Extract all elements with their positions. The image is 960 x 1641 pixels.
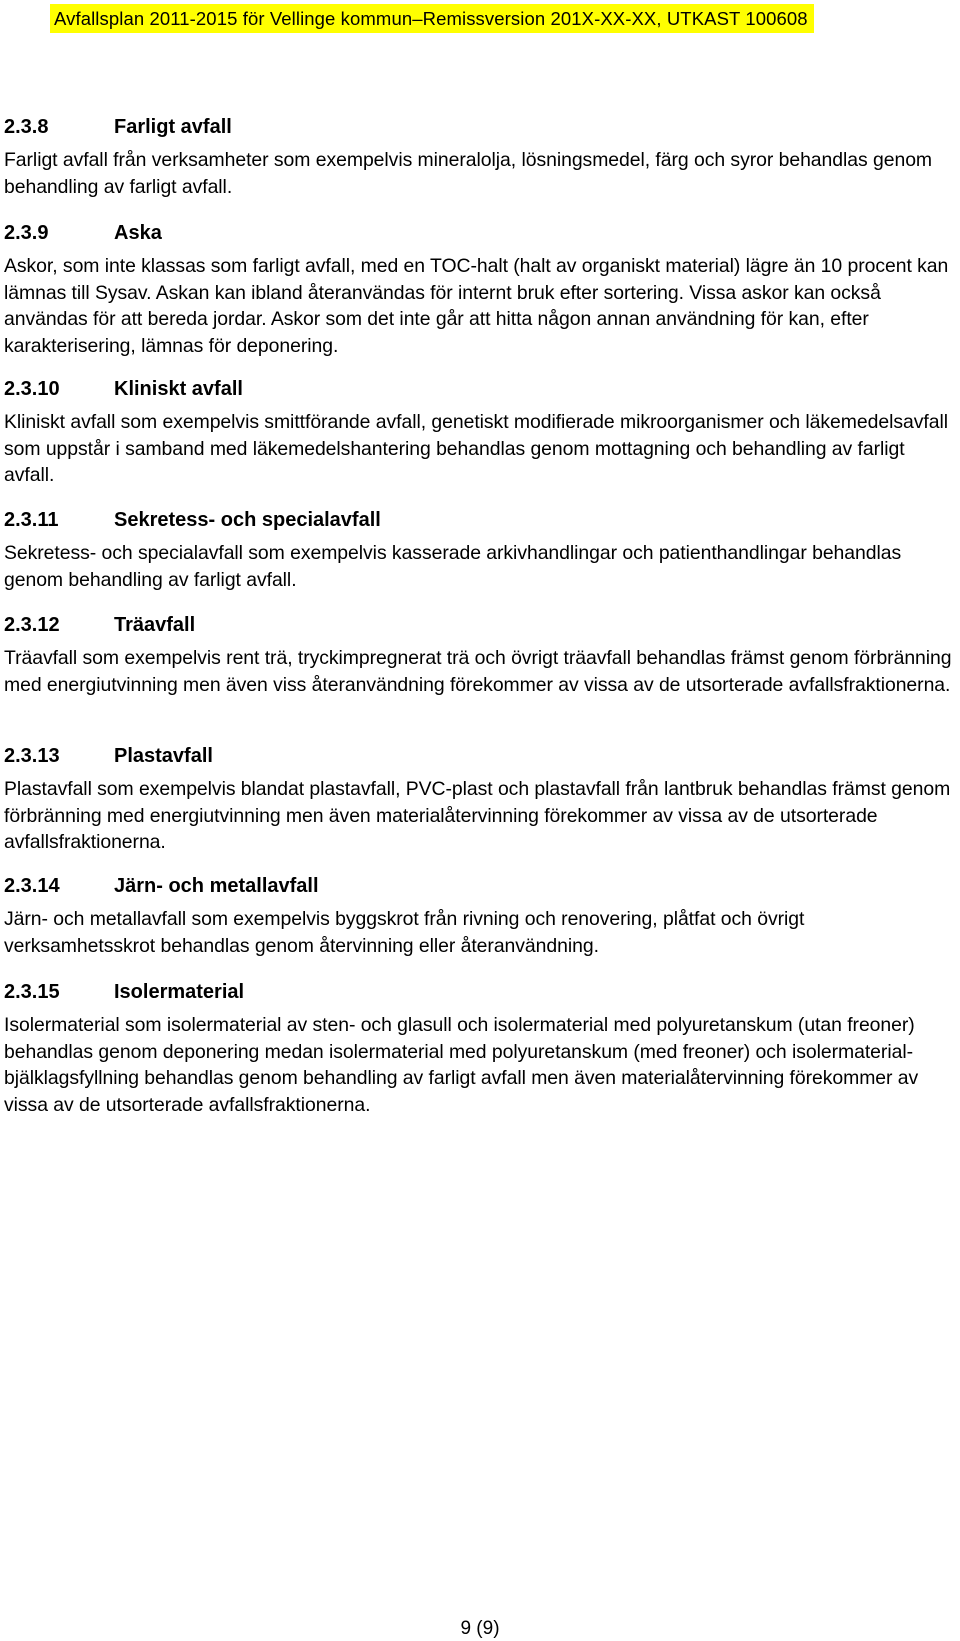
section-heading xyxy=(4,115,954,139)
section-number: 2.3.11 xyxy=(4,509,59,531)
section-body: Träavfall som exempelvis rent trä, tryckimpregnerat trä och övrigt träavfall behandlas främst genom förbränning med energiutvinning men även viss återanvändning förekommer av vissa av de utsorterade avfallsfraktionerna. xyxy=(4,647,952,696)
section-heading xyxy=(4,508,954,532)
section-body: Plastavfall som exempelvis blandat plastavfall, PVC-plast och plastavfall från lantbruk behandlas främst genom förbränning med energiutvinning men även materialåtervinning förekommer av vissa av de utsorterade avfallsfraktionerna. xyxy=(4,778,951,853)
section-heading xyxy=(4,377,954,401)
section-heading xyxy=(4,874,954,898)
page-number: 9 (9) xyxy=(460,1618,500,1639)
section-title: Järn- och metallavfall xyxy=(114,875,319,897)
section-body: Askor, som inte klassas som farligt avfall, med en TOC-halt (halt av organiskt material) lägre än 10 procent kan lämnas till Sysav. Askan kan ibland återanvändas för internt bruk efter sortering. Vissa askor kan också användas för att bereda jordar. Askor som det inte går att hitta någon annan användning för kan, efter karakterisering, lämnas för deponering. xyxy=(4,255,949,357)
section-jarn-och-metallavfall xyxy=(4,874,954,959)
section-farligt-avfall xyxy=(4,115,954,200)
section-number: 2.3.10 xyxy=(4,378,60,400)
section-kliniskt-avfall xyxy=(4,377,954,489)
section-number: 2.3.14 xyxy=(4,875,60,897)
section-number: 2.3.9 xyxy=(4,222,49,244)
section-aska xyxy=(4,221,954,359)
section-body: Sekretess- och specialavfall som exempelvis kasserade arkivhandlingar och patienthandlingar behandlas genom behandling av farligt avfall. xyxy=(4,542,902,591)
section-number: 2.3.15 xyxy=(4,981,60,1003)
section-body: Kliniskt avfall som exempelvis smittförande avfall, genetiskt modifierade mikroorganismer och läkemedelsavfall som uppstår i samband med läkemedelshantering behandlas genom mottagning och behandling av farligt avfall. xyxy=(4,411,948,486)
section-plastavfall xyxy=(4,744,954,856)
section-title: Aska xyxy=(114,222,162,244)
section-title: Kliniskt avfall xyxy=(114,378,243,400)
document-header xyxy=(50,4,814,33)
section-title: Sekretess- och specialavfall xyxy=(114,509,381,531)
section-body: Farligt avfall från verksamheter som exempelvis mineralolja, lösningsmedel, färg och syror behandlas genom behandling av farligt avfall. xyxy=(4,149,933,198)
section-title: Plastavfall xyxy=(114,745,213,767)
section-title: Farligt avfall xyxy=(114,116,232,138)
section-heading xyxy=(4,221,954,245)
header-version: Remissversion 201X-XX-XX, UTKAST 100608 xyxy=(422,7,808,29)
header-separator: – xyxy=(412,7,423,29)
section-title: Träavfall xyxy=(114,614,196,636)
header-title: Avfallsplan 2011-2015 för Vellinge kommun xyxy=(54,7,413,29)
section-heading xyxy=(4,744,954,768)
section-number: 2.3.12 xyxy=(4,614,60,636)
section-body: Järn- och metallavfall som exempelvis byggskrot från rivning och renovering, plåtfat och övrigt verksamhetsskrot behandlas genom återvinning eller återanvändning. xyxy=(4,908,805,957)
section-number: 2.3.13 xyxy=(4,745,60,767)
section-sekretess-och-specialavfall xyxy=(4,508,954,593)
section-number: 2.3.8 xyxy=(4,116,49,138)
section-heading xyxy=(4,980,954,1004)
section-traavfall xyxy=(4,613,954,698)
section-title: Isolermaterial xyxy=(114,981,245,1003)
section-isolermaterial xyxy=(4,980,954,1118)
section-body: Isolermaterial som isolermaterial av sten- och glasull och isolermaterial med polyuretanskum (utan freoner) behandlas genom deponering medan isolermaterial med polyuretanskum (med freoner) och isolermaterial-bjälklagsfyllning behandlas genom behandling av farligt avfall men även materialåtervinning förekommer av vissa av de utsorterade avfallsfraktionerna. xyxy=(4,1014,919,1116)
section-heading xyxy=(4,613,954,637)
